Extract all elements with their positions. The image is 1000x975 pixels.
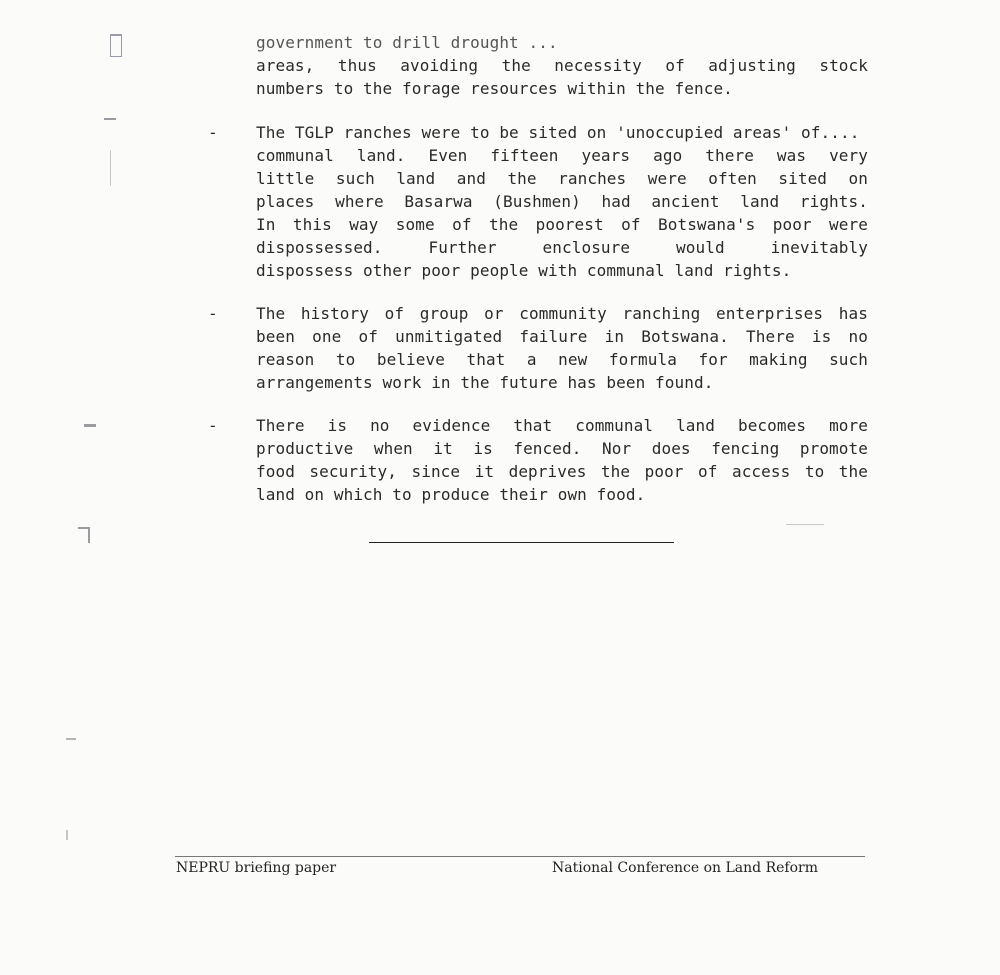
scan-artifact	[786, 524, 824, 525]
text-line: dispossess other poor people with communal land rights.	[256, 261, 792, 280]
text-line: arrangements work in the future has been found.	[256, 373, 714, 392]
scan-artifact	[104, 118, 116, 120]
text-line: productive when it is fenced. Nor does fencing promote	[256, 439, 868, 458]
text-line: food security, since it deprives the poor of access to the	[256, 462, 868, 481]
text-line: The history of group or community ranching enterprises has	[256, 304, 868, 323]
text-line: numbers to the forage resources within the fence.	[256, 79, 733, 98]
paragraph-3	[256, 302, 868, 394]
paragraph-2	[256, 121, 868, 282]
text-line: dispossessed. Further enclosure would inevitably	[256, 238, 868, 257]
text-line: There is no evidence that communal land becomes more	[256, 416, 868, 435]
scan-artifact	[66, 830, 68, 840]
text-line: little such land and the ranches were often sited on	[256, 169, 868, 188]
scan-artifact	[66, 738, 76, 740]
bullet-dash: -	[208, 416, 218, 435]
closing-rule	[369, 542, 674, 543]
scan-artifact	[110, 150, 111, 186]
text-line: communal land. Even fifteen years ago there was very	[256, 146, 868, 165]
text-line: reason to believe that a new formula for making such	[256, 350, 868, 369]
paragraph-1	[256, 31, 868, 100]
text-line: The TGLP ranches were to be sited on 'unoccupied areas' of....	[256, 123, 860, 142]
paragraph-4	[256, 414, 868, 506]
scan-artifact	[88, 527, 90, 543]
scan-artifact	[110, 34, 122, 57]
footer-left-text: NEPRU briefing paper	[176, 860, 337, 876]
footer-rule	[175, 856, 865, 857]
bullet-dash: -	[208, 304, 218, 323]
text-line: government to drill drought ...	[256, 33, 558, 52]
text-line: been one of unmitigated failure in Botswana. There is no	[256, 327, 868, 346]
scan-artifact	[84, 424, 96, 427]
footer-right-text: National Conference on Land Reform	[552, 860, 818, 876]
bullet-dash: -	[208, 123, 218, 142]
text-line: land on which to produce their own food.	[256, 485, 646, 504]
text-line: places where Basarwa (Bushmen) had ancient land rights.	[256, 192, 868, 211]
text-line: In this way some of the poorest of Botswana's poor were	[256, 215, 868, 234]
text-line: areas, thus avoiding the necessity of adjusting stock	[256, 56, 868, 75]
